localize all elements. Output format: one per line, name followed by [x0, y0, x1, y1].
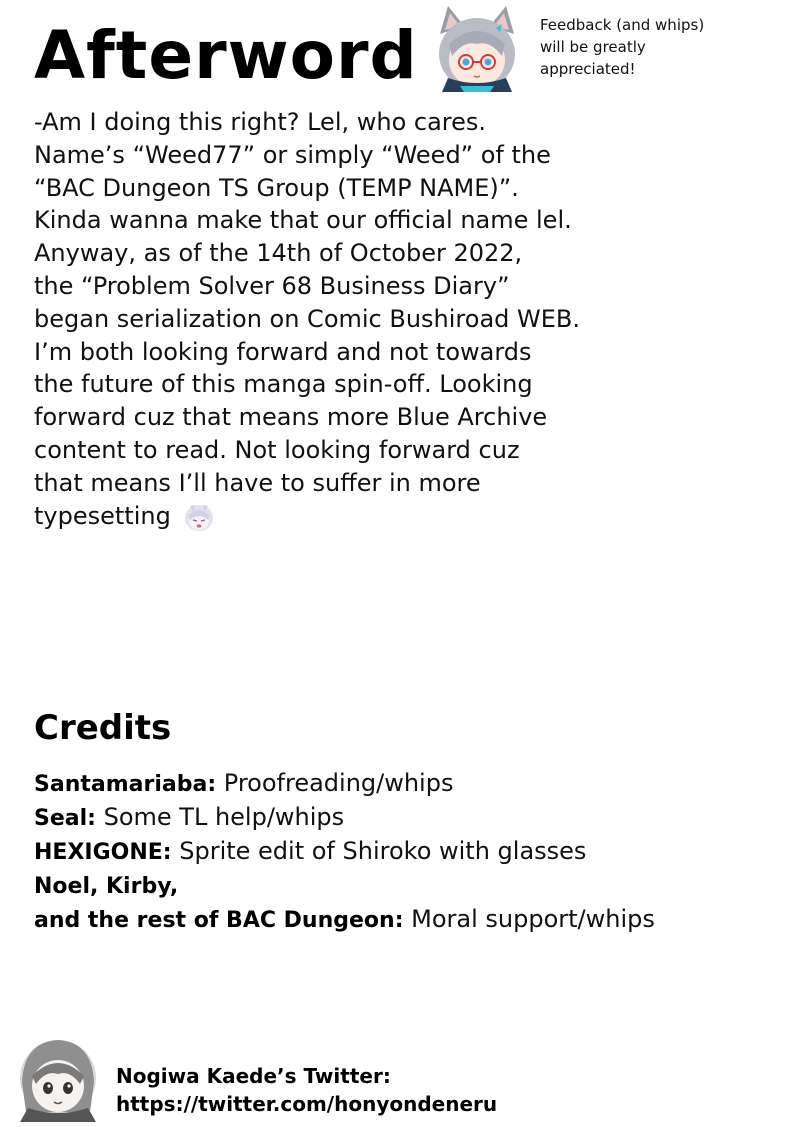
credit-name: and the rest of BAC Dungeon:	[34, 908, 404, 933]
body-line: Name’s “Weed77” or simply “Weed” of the	[34, 140, 551, 169]
credit-row	[34, 868, 774, 902]
body-line: the “Problem Solver 68 Business Diary”	[34, 271, 510, 300]
body-line: that means I’ll have to suffer in more	[34, 468, 481, 497]
twitter-credit	[116, 1062, 497, 1118]
body-line: content to read. Not looking forward cuz	[34, 435, 520, 464]
feedback-line: appreciated!	[540, 60, 636, 78]
credit-name: Santamariaba:	[34, 772, 217, 797]
body-line: Kinda wanna make that our official name lel.	[34, 206, 572, 235]
credit-role: Sprite edit of Shiroko with glasses	[179, 837, 587, 865]
feedback-note	[540, 14, 740, 80]
body-line-text: typesetting	[34, 501, 171, 530]
body-line: “BAC Dungeon TS Group (TEMP NAME)”.	[34, 173, 519, 202]
afterword-body	[34, 106, 654, 532]
credit-name: HEXIGONE:	[34, 840, 172, 865]
body-line-last	[34, 500, 654, 533]
feedback-line: will be greatly	[540, 38, 646, 56]
twitter-label: Nogiwa Kaede’s Twitter:	[116, 1064, 391, 1088]
shiroko-avatar	[430, 4, 524, 92]
credit-name: Noel, Kirby,	[34, 874, 179, 899]
body-line: -Am I doing this right? Lel, who cares.	[34, 108, 487, 136]
credit-role: Some TL help/whips	[103, 803, 345, 831]
body-line: Anyway, as of the 14th of October 2022,	[34, 239, 523, 268]
credit-row	[34, 800, 774, 834]
twitter-link[interactable]: https://twitter.com/honyondeneru	[116, 1092, 498, 1116]
feedback-line: Feedback (and whips)	[540, 16, 705, 34]
body-line: forward cuz that means more Blue Archive	[34, 403, 548, 432]
credits-heading: Credits	[34, 708, 172, 748]
credit-role: Moral support/whips	[411, 905, 655, 933]
credits-list	[34, 766, 774, 936]
body-line: began serialization on Comic Bushiroad WEB.	[34, 304, 581, 333]
credit-name: Seal:	[34, 806, 96, 831]
credit-row	[34, 902, 774, 936]
kaede-avatar	[14, 1032, 104, 1122]
body-line: I’m both looking forward and not towards	[34, 337, 532, 366]
crying-chibi-emoji-icon	[182, 502, 216, 532]
credit-role: Proofreading/whips	[223, 769, 454, 797]
credit-row	[34, 766, 774, 800]
credit-row	[34, 834, 774, 868]
body-line: the future of this manga spin-off. Looking	[34, 370, 533, 399]
page-title: Afterword	[34, 17, 418, 94]
